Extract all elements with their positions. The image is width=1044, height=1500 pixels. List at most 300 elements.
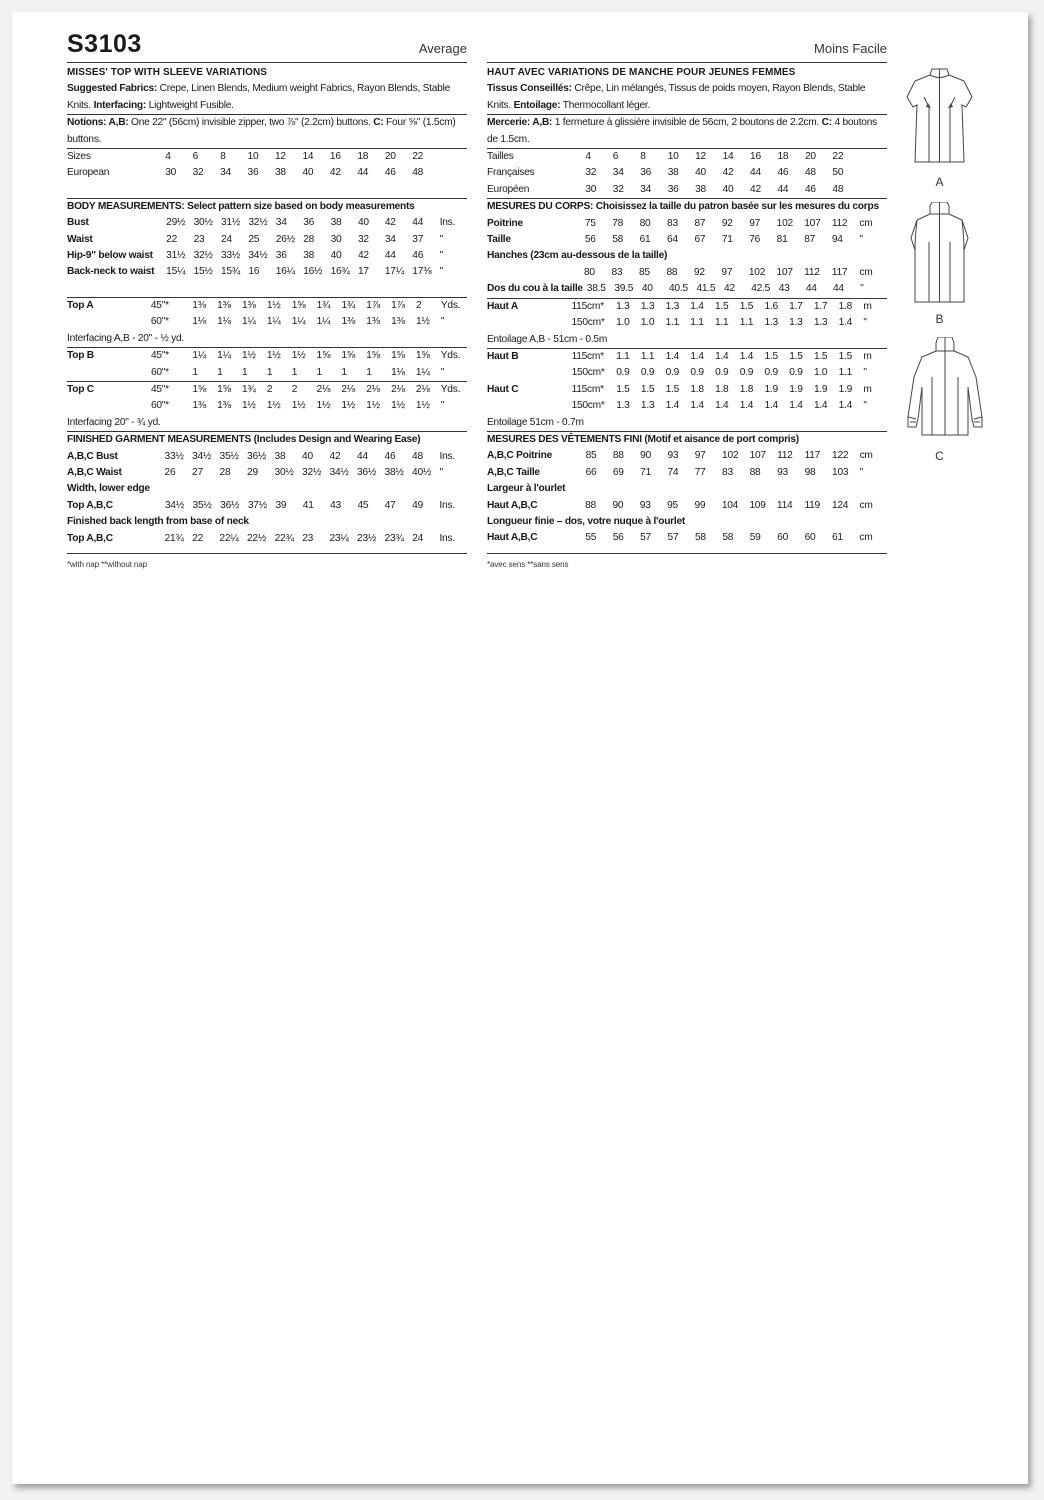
cell-value: 22 [166, 233, 177, 245]
row-label [487, 265, 584, 281]
row-label: Françaises [487, 167, 535, 179]
interfacing-label-fr: Entoilage: [513, 99, 561, 111]
row-sub-label: 115cm* [571, 300, 604, 312]
cell-value: 2 [416, 299, 422, 311]
row-unit: Ins. [439, 532, 455, 544]
cell-value: 38 [275, 167, 286, 179]
cell-value: 1⅝ [217, 383, 231, 395]
cell-value: 32½ [248, 217, 268, 229]
cell-value: 1½ [242, 400, 256, 412]
french-header [487, 12, 887, 62]
cell-value: 16 [750, 151, 761, 163]
cell-value: 1.1 [838, 367, 853, 379]
cell-value: 1.4 [690, 400, 704, 412]
cell-value: 1.3 [640, 400, 655, 412]
row-unit: " [440, 400, 445, 412]
cell-value: 42 [358, 250, 369, 262]
cell-value: 1⅝ [366, 350, 380, 362]
body-heading-text-fr: Choisissez la taille du patron basée sur les mesures du corps [595, 201, 879, 213]
row-label: Taille [487, 234, 511, 246]
cell-value: 83 [611, 266, 623, 278]
row-unit: cm [859, 532, 873, 544]
cell-value: 40 [641, 283, 653, 295]
cell-value: 92 [721, 217, 733, 229]
cell-value: 27 [192, 466, 203, 478]
cell-value: 35½ [219, 450, 239, 462]
cell-value: 36 [640, 167, 652, 179]
cell-value: 42.5 [751, 283, 771, 295]
cell-value: 42 [724, 283, 735, 295]
cell-value: 59 [749, 532, 761, 544]
cell-value: 35½ [192, 499, 212, 511]
cell-value: 55 [585, 532, 597, 544]
cell-value: 32 [585, 167, 597, 179]
cell-value: 1⅝ [341, 350, 356, 362]
cell-value: 40 [722, 183, 734, 195]
cell-value: 1.4 [739, 350, 754, 362]
row-unit: " [863, 317, 867, 329]
yardage-table [67, 298, 467, 331]
cell-value: 40 [302, 167, 314, 179]
row-sub-label: 115cm* [571, 383, 604, 395]
row-unit [440, 165, 467, 181]
row-unit [860, 182, 887, 198]
cell-value: 48 [832, 183, 844, 195]
row-unit: cm [859, 499, 873, 511]
cell-value: 0.9 [665, 367, 680, 379]
width-row [487, 498, 887, 514]
sketch-label-c: C [935, 449, 944, 463]
hanches-table [487, 265, 887, 281]
cell-value: 1¼ [192, 350, 206, 362]
yardage-row [67, 398, 467, 414]
width-lower-edge-table [67, 498, 467, 514]
cell-value: 16¾ [330, 266, 350, 278]
divider [67, 553, 467, 554]
cell-value: 1.5 [789, 350, 803, 362]
row-label [67, 398, 151, 414]
cell-value: 1.5 [665, 383, 680, 395]
cell-value: 64 [667, 234, 678, 246]
cell-value: 14 [302, 151, 314, 163]
sketch-a [902, 67, 997, 202]
cell-value: 1.0 [813, 367, 828, 379]
cell-value: 15¾ [220, 266, 241, 278]
cell-value: 1.4 [690, 300, 704, 312]
cell-value: 75 [584, 217, 596, 229]
row-unit: m [863, 350, 872, 362]
cell-value: 44 [833, 283, 844, 295]
cell-value: 40 [302, 450, 313, 462]
suggested-fabrics [67, 81, 467, 114]
row-unit: Yds. [440, 350, 461, 362]
cell-value: 1.8 [838, 300, 853, 312]
yardage-row [67, 314, 467, 330]
cell-value: 33½ [220, 250, 241, 262]
cell-value: 2⅛ [316, 383, 331, 395]
cell-value: 17⅜ [412, 266, 432, 278]
cell-value: 16 [329, 151, 341, 163]
cell-value: 92 [693, 266, 705, 278]
cell-value: 40½ [412, 466, 432, 478]
row-label: Back-neck to waist [67, 266, 155, 278]
cell-value: 119 [804, 499, 820, 511]
cell-value: 1.5 [764, 350, 778, 362]
cell-value: 1.5 [715, 300, 729, 312]
difficulty-level: Average [418, 41, 467, 56]
row-label: A,B,C Bust [67, 450, 118, 462]
cell-value: 97 [749, 217, 761, 229]
row-unit [440, 149, 467, 165]
cell-value: 40.5 [668, 283, 688, 295]
yardage-table-fr [487, 349, 887, 382]
divider [487, 553, 887, 554]
cell-value: 0.9 [789, 367, 803, 379]
cell-value: 39.5 [614, 283, 634, 295]
cell-value: 107 [804, 217, 821, 229]
cell-value: 40 [695, 167, 706, 179]
cell-value: 1½ [291, 350, 306, 362]
cell-value: 1⅝ [291, 299, 306, 311]
pattern-number: S3103 [67, 30, 142, 58]
cell-value: 0.9 [764, 367, 778, 379]
cell-value: 124 [831, 499, 849, 511]
dos-table [487, 281, 887, 297]
cell-value: 42 [329, 167, 341, 179]
cell-value: 1.3 [616, 300, 630, 312]
cell-value: 46 [804, 183, 816, 195]
row-label: Dos du cou à la taille [487, 283, 583, 295]
cell-value: 94 [831, 234, 843, 246]
cell-value: 24 [220, 233, 232, 245]
cell-value: 88 [612, 450, 624, 462]
cell-value: 76 [749, 234, 761, 246]
hanches-label: Hanches (23cm au-dessous de la taille) [487, 250, 668, 262]
row-unit [860, 149, 887, 165]
row-unit: " [440, 366, 445, 378]
cell-value: 17¼ [384, 266, 404, 278]
sketch-label-b: B [935, 312, 944, 326]
yardage-section [67, 298, 467, 415]
cell-value: 42 [750, 183, 761, 195]
sizes-table-fr [487, 149, 887, 198]
francaises-row [487, 165, 887, 181]
cell-value: 60 [804, 532, 816, 544]
row-unit: cm [859, 450, 873, 462]
cell-value: 38 [330, 217, 342, 229]
cell-value: 16 [248, 266, 260, 278]
cell-value: 1⅞ [391, 299, 405, 311]
row-label: Haut B [487, 350, 519, 362]
cell-value: 78 [612, 217, 624, 229]
cell-value: 32 [612, 183, 624, 195]
row-label: Waist [67, 233, 93, 245]
row-label: Haut C [487, 383, 519, 395]
back-length-row [487, 530, 887, 546]
row-unit: " [863, 400, 867, 412]
cell-value: 1.3 [640, 300, 655, 312]
cell-value: 1⅜ [341, 316, 356, 328]
cell-value: 93 [667, 450, 679, 462]
cell-value: 1.8 [690, 383, 704, 395]
cell-value: 34 [275, 217, 287, 229]
yardage-table-fr [487, 382, 887, 415]
cell-value: 17 [358, 266, 369, 278]
cell-value: 1 [217, 366, 223, 378]
row-label: European [67, 167, 110, 179]
width-row [67, 498, 467, 514]
sketch-label-a: A [935, 175, 944, 189]
cell-value: 1¼ [242, 316, 256, 328]
cell-value: 90 [612, 499, 624, 511]
cell-value: 88 [749, 466, 761, 478]
cell-value: 1½ [415, 400, 430, 412]
yardage-row [67, 365, 467, 381]
cell-value: 107 [776, 266, 793, 278]
row-label: Top C [67, 383, 94, 395]
footnote-fr: *avec sens **sans sens [487, 559, 569, 569]
yardage-section-fr [487, 299, 887, 415]
cell-value: 34 [612, 167, 624, 179]
cell-value: 45 [357, 499, 369, 511]
cell-value: 50 [832, 167, 844, 179]
cell-value: 20 [804, 151, 816, 163]
cell-value: 22 [192, 532, 204, 544]
cell-value: 36 [303, 217, 315, 229]
top-c-back-sketch-icon [902, 337, 987, 442]
cell-value: 61 [831, 532, 843, 544]
cell-value: 2⅛ [391, 383, 405, 395]
row-label: A,B,C Waist [67, 466, 122, 478]
cell-value: 90 [640, 450, 651, 462]
row-label: Haut A [487, 300, 518, 312]
cell-value: 95 [667, 499, 678, 511]
cell-value: 103 [832, 466, 849, 478]
row-unit: " [859, 466, 863, 478]
cell-value: 29 [247, 466, 258, 478]
cell-value: 1⅜ [192, 400, 206, 412]
fabrics-text: Crepe, Linen Blends, Medium weight Fabrics, Rayon Blends, Stable Knits. [67, 83, 450, 111]
row-unit: " [859, 234, 863, 246]
cell-value: 15¼ [166, 266, 186, 278]
cell-value: 1⅜ [242, 299, 256, 311]
cell-value: 25 [248, 233, 260, 245]
notions-label: Notions: A,B: [67, 117, 129, 129]
row-label [487, 365, 572, 381]
finished-row [487, 465, 887, 481]
finished-row [67, 465, 467, 481]
finished-measurements-heading: FINISHED GARMENT MEASUREMENTS (Includes Design and Wearing Ease) [67, 434, 421, 446]
cell-value: 1.4 [764, 400, 778, 412]
cell-value: 57 [640, 532, 651, 544]
cell-value: 18 [357, 151, 369, 163]
dos-row [487, 281, 887, 297]
notions-label-fr: Mercerie: A,B: [487, 117, 553, 129]
cell-value: 36½ [247, 450, 267, 462]
french-column [487, 12, 887, 569]
cell-value: 48 [412, 167, 424, 179]
interfacing-text: Lightweight Fusible. [148, 99, 234, 111]
cell-value: 1 [291, 366, 298, 378]
cell-value: 2⅛ [415, 383, 430, 395]
garment-sketches [902, 67, 997, 472]
fabrics-text-fr: Crêpe, Lin mélangés, Tissus de poids moyen, Rayon Blends, Stable Knits. [487, 83, 866, 111]
cell-value: 1¼ [266, 316, 281, 328]
cell-value: 23¾ [384, 532, 404, 544]
cell-value: 40 [330, 250, 342, 262]
body-heading-label-fr: MESURES DU CORPS: [487, 201, 594, 213]
cell-value: 15½ [193, 266, 213, 278]
cell-value: 71 [640, 466, 651, 478]
cell-value: 1⅝ [391, 350, 405, 362]
cell-value: 44 [412, 217, 424, 229]
back-length-label: Finished back length from base of neck [67, 516, 249, 528]
cell-value: 56 [612, 532, 624, 544]
row-label [487, 315, 572, 331]
cell-value: 1½ [391, 400, 405, 412]
garment-title-fr: HAUT AVEC VARIATIONS DE MANCHE POUR JEUNES FEMMES [487, 67, 796, 78]
body-heading-label: BODY MEASUREMENTS: [67, 200, 185, 212]
cell-value: 47 [384, 499, 396, 511]
cell-value: 88 [585, 499, 596, 511]
row-unit: " [860, 283, 864, 295]
row-sub-label: 60"* [150, 400, 169, 412]
cell-value: 1.4 [739, 400, 754, 412]
cell-value: 46 [777, 167, 789, 179]
cell-value: 30 [330, 233, 342, 245]
cell-value: 31½ [166, 250, 186, 262]
notions-text: One 22" (56cm) invisible zipper, two ⅞" (2.2cm) buttons. [131, 117, 371, 129]
hanches-row [487, 265, 887, 281]
interfacing-note-fr: Entoilage A,B - 51cm - 0.5m [487, 333, 608, 345]
cell-value: 30½ [274, 466, 294, 478]
cell-value: 44 [357, 450, 368, 462]
cell-value: 1.4 [690, 350, 704, 362]
cell-value: 42 [329, 450, 341, 462]
cell-value: 1⅜ [391, 316, 405, 328]
body-row [67, 264, 467, 280]
row-label: Tailles [487, 151, 514, 163]
cell-value: 48 [804, 167, 816, 179]
cell-value: 22¾ [274, 532, 294, 544]
cell-value: 38.5 [586, 283, 606, 295]
cell-value: 1¾ [316, 299, 331, 311]
cell-value: 1.4 [715, 350, 729, 362]
cell-value: 31½ [220, 217, 241, 229]
cell-value: 46 [384, 450, 396, 462]
cell-value: 83 [667, 217, 678, 229]
cell-value: 102 [748, 266, 766, 278]
cell-value: 1.8 [739, 383, 754, 395]
cell-value: 1.1 [715, 317, 729, 329]
cell-value: 1.1 [616, 350, 630, 362]
cell-value: 0.9 [640, 367, 655, 379]
row-unit: Yds. [440, 383, 461, 395]
cell-value: 38 [274, 450, 286, 462]
cell-value: 1.5 [739, 300, 754, 312]
cell-value: 1.9 [813, 383, 828, 395]
cell-value: 32 [192, 167, 204, 179]
cell-value: 80 [583, 266, 595, 278]
body-heading-text: Select pattern size based on body measurements [187, 200, 415, 212]
cell-value: 1½ [266, 350, 281, 362]
cell-value: 61 [639, 234, 651, 246]
sketch-b [902, 202, 997, 337]
cell-value: 48 [412, 450, 423, 462]
cell-value: 77 [694, 466, 706, 478]
cell-value: 1.1 [739, 317, 754, 329]
row-label: Top B [67, 350, 94, 362]
cell-value: 58 [722, 532, 734, 544]
cell-value: 81 [776, 234, 788, 246]
row-label: Haut A,B,C [487, 499, 538, 511]
cell-value: 1⅜ [192, 299, 206, 311]
cell-value: 1½ [366, 400, 380, 412]
cell-value: 16½ [303, 266, 323, 278]
cell-value: 4 [585, 151, 591, 163]
cell-value: 8 [220, 151, 226, 163]
cell-value: 37 [412, 233, 424, 245]
cell-value: 1⅞ [366, 299, 380, 311]
cell-value: 33½ [164, 450, 184, 462]
cell-value: 4 [165, 151, 171, 163]
cell-value: 21¾ [164, 532, 184, 544]
width-lower-edge-label: Width, lower edge [67, 483, 150, 495]
width-lower-edge-label-fr: Largeur à l'ourlet [487, 483, 566, 495]
body-row [67, 215, 467, 231]
cell-value: 36½ [220, 499, 240, 511]
cell-value: 41.5 [696, 283, 716, 295]
cell-value: 67 [694, 234, 706, 246]
row-unit: Ins. [439, 499, 455, 511]
cell-value: 1.3 [616, 400, 630, 412]
cell-value: 30 [585, 183, 597, 195]
cell-value: 1.3 [665, 300, 679, 312]
cell-value: 2⅛ [341, 383, 356, 395]
cell-value: 1⅝ [192, 383, 206, 395]
european-row [67, 165, 467, 181]
cell-value: 36 [667, 183, 679, 195]
cell-value: 1 [316, 366, 322, 378]
row-unit: cm [859, 217, 873, 229]
row-unit: cm [859, 266, 873, 278]
cell-value: 1 [242, 366, 248, 378]
cell-value: 1.0 [640, 317, 655, 329]
interfacing-c-note: Interfacing 20" - ¾ yd. [67, 416, 161, 428]
cell-value: 1½ [266, 400, 281, 412]
yardage-row [487, 315, 887, 331]
width-lower-edge-table-fr [487, 498, 887, 514]
cell-value: 1.4 [838, 317, 853, 329]
cell-value: 1.1 [690, 317, 704, 329]
body-row [487, 216, 887, 232]
cell-value: 20 [384, 151, 396, 163]
row-sub-label: 45"* [150, 350, 169, 362]
cell-value: 43 [330, 499, 341, 511]
cell-value: 34 [220, 167, 231, 179]
cell-value: 1.3 [789, 317, 803, 329]
notions-fr [487, 115, 887, 148]
cell-value: 34½ [329, 466, 349, 478]
cell-value: 1½ [316, 400, 331, 412]
cell-value: 97 [694, 450, 706, 462]
cell-value: 29½ [166, 217, 186, 229]
yardage-row [67, 348, 467, 364]
cell-value: 38½ [384, 466, 404, 478]
cell-value: 49 [412, 499, 423, 511]
row-unit: " [863, 367, 867, 379]
row-sub-label: 150cm* [571, 400, 605, 412]
